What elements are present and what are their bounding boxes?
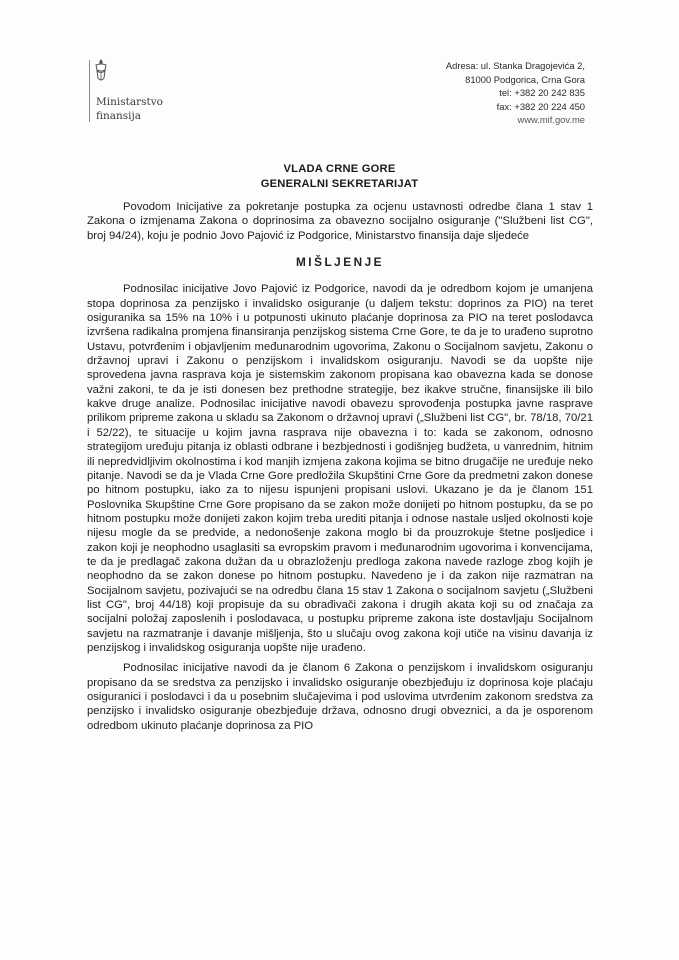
ministry-line-2: finansija — [96, 110, 142, 122]
ministry-line-1: Ministarstvo — [96, 96, 163, 108]
ministry-name — [96, 95, 163, 123]
fax-number: fax: +382 20 224 450 — [496, 100, 585, 112]
document-body — [87, 200, 593, 733]
contact-block — [446, 59, 585, 127]
document-heading: MIŠLJENJE — [295, 255, 385, 270]
intro-paragraph: Povodom Inicijative za pokretanje postupka za ocjenu ustavnosti odredbe člana 1 stav 1 Zakona o izmjenama Zakona o doprinosima za obavezno socijalno osiguranje ("Službeni list CG", broj 94/24), koju je podnio Jovo Pajović iz Podgorice, Ministarstvo finansija daje sljedeće — [87, 201, 593, 242]
body-paragraph-2: Podnosilac inicijative navodi da je članom 6 Zakona o penzijskom i invalidskom osiguranju propisano da se sredstva za penzijsko i invalidsko osiguranje obezbjeđuju iz doprinosa koje plaćaju osiguranici i poslodavci i da u posebnim slučajevima i pod uslovima utvrđenim zakonom sredstva za penzijsko i invalidsko osiguranje obezbjeđuje država, odnosno drugi obveznici, a da je osporenom odredbom ukinuto plaćanje doprinosa za PIO — [87, 662, 593, 732]
address-line-2: 81000 Podgorica, Crna Gora — [465, 73, 585, 85]
recipient-line-1: VLADA CRNE GORE — [283, 163, 396, 175]
letterhead-divider — [89, 60, 90, 122]
recipient-line-2: GENERALNI SEKRETARIJAT — [260, 178, 419, 190]
recipient-block — [0, 162, 679, 192]
montenegro-coat-of-arms-icon — [94, 58, 108, 84]
website: www.mif.gov.me — [517, 114, 585, 126]
body-paragraph-1: Podnosilac inicijative Jovo Pajović iz Podgorice, navodi da je odredbom kojom je umanjena stopa doprinosa za penzijsko i invalidsko osiguranje (u daljem tekstu: doprinos za PIO) na teret osiguranika sa 15% na 10% i u potpunosti ukinuto plaćanje doprinosa za PIO na teret poslodavca izvršena radikalna promjena finansiranja penzijskog sistema Crne Gore, te da je to urađeno suprotno Ustavu, potvrđenim i objavljenim međunarodnim ugovorima, Zakonu o Socijalnom savjetu, Zakonu o državnoj upravi i Zakonu o penzijskom i invalidskom osiguranju. Navodi se da uopšte nije sprovedena javna rasprava koja je sistemskim zakonom propisana kao obavezna kada se donose važni zakoni, te da je isti donesen bez prethodne strategije, bez ikakve stručne, finansijske ili bilo kakve druge analize. Podnosilac inicijative navodi obavezu sprovođenja postupka javne rasprave prilikom pripreme zakona u skladu sa Zakonom o državnoj upravi („Službeni list CG", br. 78/18, 70/21 i 52/22), te situacije u kojim javna rasprava nije obavezna i to: kada se zakonom, odnosno strategijom uređuju pitanja iz oblasti odbrane i bezbjednosti i godišnjeg budžeta, u vanrednim, hitnim ili nepredvidljivim okolnostima i kod manjih izmjena zakona kojima se bitno drugačije ne uređuje neko pitanje. Navodi se da je Vlada Crne Gore predložila Skupštini Crne Gore da predmetni zakon donese po hitnom postupku, iako za to nijesu ispunjeni propisani uslovi. Ukazano je da je članom 151 Poslovnika Skupštine Crne Gore propisano da se zakon može donijeti po hitnom postupku, da se po hitnom postupku može donijeti zakon kojim treba urediti pitanja i odnose nastale usljed okolnosti koje nijesu mogle da se predvide, a nedonošenje zakona moglo bi da prouzrokuje štetne posljedice i zakon koji je neophodno usaglasiti sa evropskim pravom i međunarodnim ugovorima i konvencijama, te da je predlagač zakona dužan da u obrazloženju predloga zakona navede razloge zbog kojih je neophodno da se zakon donese po hitnom postupku. Navedeno je i da zakon nije razmatran na Socijalnom savjetu, pozivajući se na odredbu člana 15 stav 1 Zakona o socijalnom savjetu („Službeni list CG", broj 44/18) koji propisuje da su obrađivači zakona i drugih akata koji su od značaja za socijalni položaj zaposlenih i poslodavaca, u postupku pripreme zakona iste dostavljaju Socijalnom savjetu na razmatranje i davanje mišljenja, što u slučaju ovog zakona koji utiče na visinu davanja iz penzijskog i invalidskog osiguranja uopšte nije urađeno. — [87, 283, 593, 654]
address-line-1: Adresa: ul. Stanka Dragojevića 2, — [445, 60, 585, 71]
phone-number: tel: +382 20 242 835 — [499, 87, 585, 99]
